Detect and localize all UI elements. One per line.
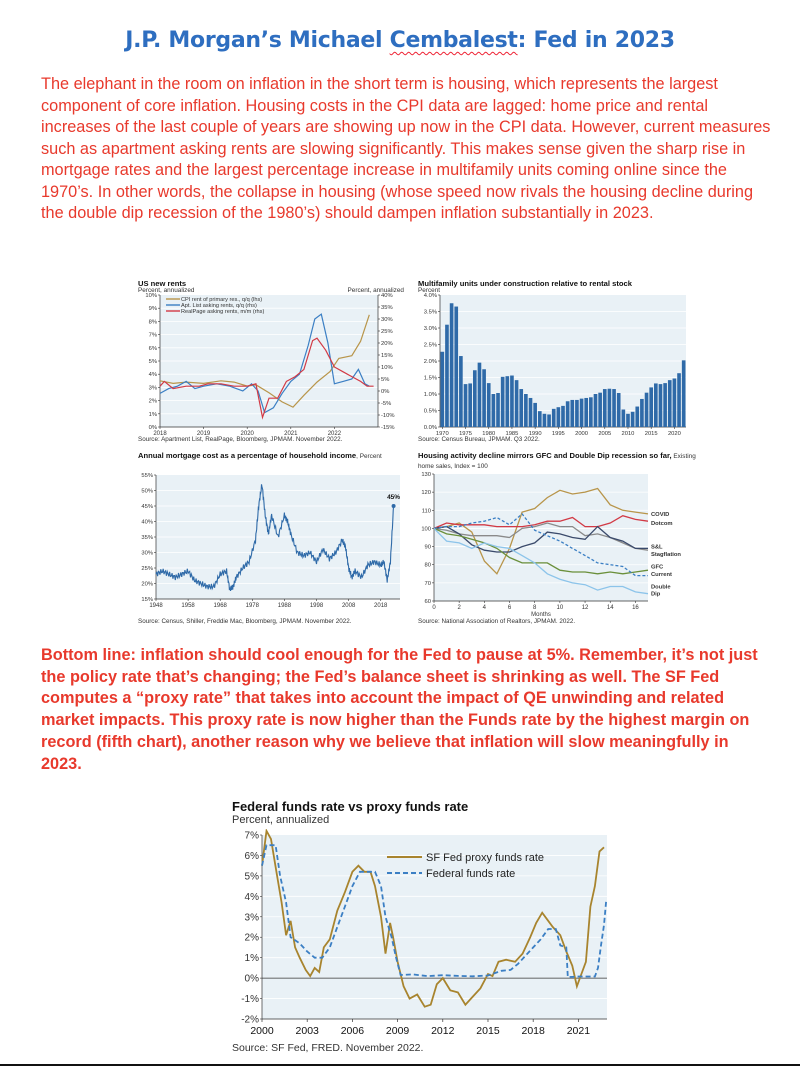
y-tick-label-right: -15% [381, 425, 395, 431]
bar-1979 [482, 369, 486, 427]
x-tick-label: 2021 [284, 431, 298, 437]
x-tick-label: 1948 [149, 603, 163, 609]
chart-source: Source: National Association of Realtors, JPMAM. 2022. [418, 618, 576, 625]
intro-paragraph: The elephant in the room on inflation in the short term is housing, which represents the largest component of core inflation. Housing costs in the CPI data are lagged: home price and rental increases of the last couple of years are showing up now in the CPI data. However, current measures such as apartment asking rents are slowing significantly. This makes sense given the sharp rise in mortgage rates and the largest percentage increase in multifamily units coming online since the 1970’s. In other words, the collapse in housing (whose speed now rivals the housing decline during the double dip recession of the 1980’s) should dampen inflation substantially in 2023. [41, 75, 771, 222]
legend-label: Apt. List asking rents, q/q (rhs) [181, 303, 257, 309]
chart-housing-activity [418, 451, 698, 631]
end-label: COVID [651, 511, 670, 518]
y-tick-label: 7% [244, 830, 259, 842]
y-tick-label: 4.0% [423, 293, 437, 300]
y-tick-label: 9% [148, 306, 157, 313]
x-tick-label: 1990 [528, 431, 542, 437]
x-tick-label: 4 [482, 605, 487, 611]
y-tick-label: 25% [141, 566, 153, 573]
x-tick-label: 14 [606, 605, 614, 611]
chart-us-new-rents [138, 279, 408, 451]
x-tick-label: 2015 [476, 1025, 500, 1037]
bar-1983 [501, 377, 505, 427]
bar-2000 [580, 399, 584, 427]
y-tick-label: 5% [148, 359, 157, 366]
x-tick-label: 2006 [340, 1025, 365, 1037]
bar-2011 [631, 412, 635, 427]
y-tick-label-right: -10% [381, 413, 395, 419]
y-tick-label: 0% [244, 973, 259, 985]
bar-1987 [519, 389, 523, 427]
bar-2008 [617, 393, 621, 427]
bar-2022 [682, 360, 686, 427]
chart-plot [232, 829, 612, 1049]
x-tick-label: 2021 [566, 1025, 591, 1037]
bar-1996 [561, 406, 565, 427]
y-tick-label: 80 [424, 562, 431, 569]
y-tick-label-right: -5% [381, 401, 392, 407]
y-tick-label: 10% [145, 293, 157, 300]
y-tick-label-right: 10% [381, 365, 393, 371]
y-tick-label: 20% [141, 581, 153, 588]
title-name-misspelling-flag: Cembalest [389, 28, 518, 53]
y-tick-label: -1% [241, 994, 259, 1006]
y-tick-label: 2% [244, 932, 259, 944]
y-tick-label: 100 [421, 526, 431, 533]
bar-2010 [626, 414, 630, 427]
y-tick-label-right: 20% [381, 341, 393, 347]
y-tick-label-right: 5% [381, 377, 390, 383]
bar-1986 [515, 380, 519, 427]
y-tick-label: 35% [141, 535, 153, 542]
y-tick-label: 15% [141, 597, 153, 604]
y-tick-label: 2.0% [423, 359, 437, 366]
x-tick-label: 2020 [240, 431, 254, 437]
x-axis-label: Months [531, 612, 551, 618]
chart-title-text: Annual mortgage cost as a percentage of household income [138, 451, 357, 460]
bar-2009 [622, 410, 626, 427]
bar-1990 [533, 403, 537, 427]
bar-1970 [441, 352, 445, 427]
bar-2018 [663, 383, 667, 427]
y-tick-label: 50% [141, 488, 153, 495]
y-tick-label: 0.5% [423, 408, 437, 415]
legend-label: SF Fed proxy funds rate [426, 852, 544, 864]
y-tick-label: 8% [148, 319, 157, 326]
y-tick-label: 6% [148, 345, 157, 352]
x-tick-label: 16 [632, 605, 639, 611]
bar-1973 [454, 307, 458, 427]
y-tick-label: 30% [141, 550, 153, 557]
bar-2013 [640, 399, 644, 427]
bar-1985 [510, 376, 514, 427]
x-tick-label: 2 [457, 605, 461, 611]
latest-point-marker [392, 504, 396, 508]
chart-fed-funds-vs-proxy [232, 799, 612, 1061]
y-tick-label-right: 0% [381, 389, 390, 395]
x-tick-label: 2018 [374, 603, 388, 609]
x-tick-label: 2010 [621, 431, 635, 437]
y-tick-label: 5% [244, 871, 259, 883]
y-tick-label: 4% [148, 372, 157, 379]
y-tick-label: 45% [141, 504, 153, 511]
x-tick-label: 2018 [153, 431, 167, 437]
bar-1989 [529, 398, 533, 427]
bar-1975 [464, 384, 468, 427]
x-tick-label: 10 [556, 605, 564, 611]
end-label: S&L [651, 544, 663, 551]
x-tick-label: 2015 [644, 431, 658, 437]
bar-2006 [608, 389, 612, 427]
bar-2014 [645, 393, 649, 427]
y-tick-label: 2.5% [423, 342, 437, 349]
y-tick-label-right: 25% [381, 329, 393, 335]
bar-1976 [468, 383, 472, 427]
bar-1984 [505, 376, 509, 427]
y-tick-label-right: 35% [381, 305, 393, 311]
page-title [0, 28, 800, 53]
chart-plot [418, 293, 688, 443]
bar-2003 [594, 394, 598, 427]
y-tick-label: 1% [148, 411, 157, 418]
chart-title: Federal funds rate vs proxy funds rate [232, 799, 469, 814]
end-label: Double [651, 584, 671, 591]
x-tick-label: 1968 [213, 603, 227, 609]
y-tick-label: 70 [424, 580, 431, 587]
bar-2016 [654, 383, 658, 427]
x-tick-label: 1988 [277, 603, 292, 609]
bar-1994 [552, 409, 556, 427]
bar-1992 [543, 414, 547, 427]
x-tick-label: 2018 [521, 1025, 545, 1037]
bar-2005 [603, 389, 607, 427]
chart-title [418, 451, 698, 471]
x-tick-label: 2020 [667, 431, 681, 437]
x-tick-label: 2019 [196, 431, 211, 437]
x-tick-label: 1978 [245, 603, 259, 609]
x-tick-label: 2012 [431, 1025, 455, 1037]
chart-multifamily-units [418, 279, 688, 451]
y-tick-label: 3.0% [423, 326, 437, 333]
x-tick-label: 0 [432, 605, 436, 611]
y-tick-label: 1.0% [423, 392, 437, 399]
bar-1995 [557, 407, 561, 427]
end-label: Dotcom [651, 520, 673, 527]
y-tick-label: 7% [148, 332, 157, 339]
chart-mortgage-cost [138, 451, 408, 631]
x-tick-label: 1958 [181, 603, 195, 609]
chart-source: Source: Apartment List, RealPage, Bloomberg, JPMAM. November 2022. [138, 436, 343, 443]
bar-1997 [566, 401, 570, 427]
chart-plot [418, 471, 698, 623]
x-tick-label: 1970 [435, 431, 449, 437]
y-tick-label: 40% [141, 519, 153, 526]
y-axis-label-left: Percent, annualized [138, 287, 195, 294]
end-label: GFC [651, 564, 664, 571]
chart-title: Multifamily units under construction relative to rental stock [418, 279, 632, 288]
end-label: Stagflation [651, 551, 681, 558]
title-text-end: : Fed in 2023 [517, 28, 675, 53]
x-tick-label: 2008 [341, 603, 356, 609]
y-tick-label: 90 [424, 544, 431, 551]
bar-2001 [584, 398, 588, 427]
y-axis-label-right: Percent, annualized [347, 287, 404, 294]
x-tick-label: 2003 [295, 1025, 319, 1037]
y-tick-label: 110 [421, 508, 431, 515]
y-axis-label: Percent, annualized [232, 814, 330, 826]
bar-2007 [612, 389, 616, 427]
y-tick-label: 0% [148, 425, 157, 432]
x-tick-label: 1998 [309, 603, 324, 609]
bar-2002 [589, 397, 593, 427]
bar-1993 [547, 414, 551, 427]
y-tick-label-right: 40% [381, 293, 393, 299]
title-text: J.P. Morgan’s Michael [125, 28, 390, 53]
x-tick-label: 12 [581, 605, 589, 611]
chart-source: Source: Census, Shiller, Freddie Mac, Bloomberg, JPMAM. November 2022. [138, 618, 352, 625]
chart-title-suffix: , Percent [356, 453, 382, 460]
x-tick-label: 1995 [551, 431, 565, 437]
y-tick-label: -2% [241, 1014, 259, 1026]
y-tick-label: 0.0% [423, 425, 437, 432]
x-tick-label: 2000 [250, 1025, 274, 1037]
x-tick-label: 8 [533, 605, 537, 611]
data-label: 45% [387, 494, 401, 501]
end-label: Dip [651, 591, 661, 598]
x-tick-label: 2005 [598, 431, 612, 437]
legend-label: CPI rent of primary res., q/q (lhs) [181, 297, 263, 303]
bar-1988 [524, 394, 528, 427]
bar-1974 [459, 356, 463, 427]
y-axis-label: Percent [418, 287, 441, 294]
bar-2020 [673, 378, 677, 427]
end-label: Current [651, 571, 672, 578]
legend-label: RealPage asking rents, m/m (rhs) [181, 309, 265, 315]
x-tick-label: 2009 [385, 1025, 410, 1037]
legend-label: Federal funds rate [426, 868, 516, 880]
chart-source: Source: Census Bureau, JPMAM. Q3 2022. [418, 436, 540, 443]
chart-source: Source: SF Fed, FRED. November 2022. [232, 1042, 424, 1054]
x-tick-label: 1975 [459, 431, 472, 437]
x-tick-label: 1985 [505, 431, 519, 437]
bar-2004 [598, 393, 602, 427]
y-tick-label: 2% [148, 398, 157, 405]
x-tick-label: 2000 [575, 431, 589, 437]
x-tick-label: 6 [507, 605, 512, 611]
y-tick-label: 3% [148, 385, 157, 392]
x-tick-label: 1980 [482, 431, 496, 437]
bottom-line-paragraph: Bottom line: inflation should cool enough for the Fed to pause at 5%. Remember, it’s not just the policy rate that’s changing; the Fed’s balance sheet is shrinking as well. The SF Fed computes a “proxy rate” that takes into account the impact of QE unwinding and related market impacts. This proxy rate is now higher than the Funds rate by the highest margin on record (fifth chart), another reason why we believe that inflation will slow meaningfully in 2023. [41, 646, 758, 773]
chart-plot [138, 293, 408, 443]
bar-1980 [487, 383, 491, 427]
bar-2019 [668, 380, 672, 427]
chart-title [138, 451, 408, 461]
bar-1981 [492, 394, 496, 427]
bar-1998 [570, 400, 574, 427]
bar-1972 [450, 303, 454, 427]
y-tick-label-right: 30% [381, 317, 393, 323]
bar-1978 [478, 363, 482, 427]
bar-2017 [659, 384, 663, 427]
chart-title: US new rents [138, 279, 187, 288]
page-bottom-rule [0, 1064, 800, 1066]
x-tick-label: 2022 [327, 431, 342, 437]
y-tick-label: 1% [244, 953, 259, 965]
y-tick-label: 3.5% [423, 309, 437, 316]
y-tick-label: 6% [244, 850, 259, 862]
bar-2012 [635, 407, 639, 427]
y-tick-label: 130 [421, 472, 431, 479]
chart-plot [138, 471, 408, 621]
y-tick-label-right: 15% [381, 353, 393, 359]
bar-1999 [575, 400, 579, 427]
bar-1977 [473, 370, 477, 427]
y-tick-label: 55% [141, 473, 153, 480]
chart-title-suffix: Existing home sales, Index = 100 [418, 453, 696, 470]
y-tick-label: 4% [244, 891, 259, 903]
bar-2021 [677, 373, 681, 427]
y-tick-label: 120 [421, 490, 431, 497]
y-tick-label: 60 [424, 599, 431, 606]
bar-1971 [445, 325, 449, 427]
bar-2015 [649, 387, 653, 427]
chart-title-text: Housing activity decline mirrors GFC and Double Dip recession so far, [418, 451, 672, 460]
bar-1982 [496, 393, 500, 427]
y-tick-label: 1.5% [423, 375, 437, 382]
bar-1991 [538, 411, 542, 427]
y-tick-label: 3% [244, 912, 259, 924]
